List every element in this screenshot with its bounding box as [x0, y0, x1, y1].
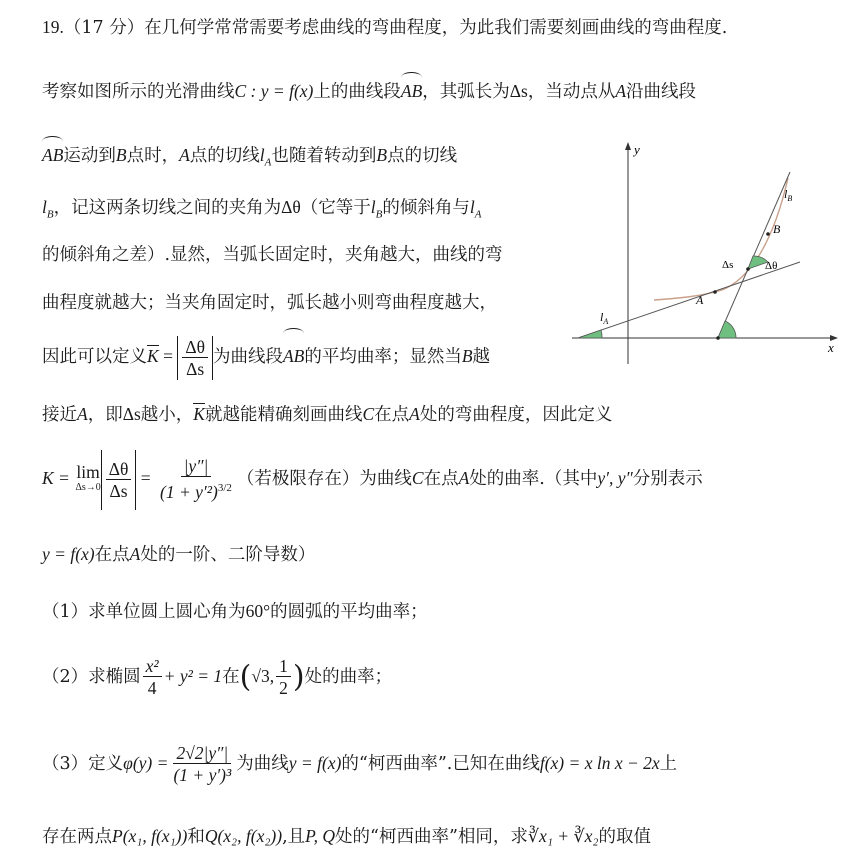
text: 越小， — [140, 405, 194, 425]
x-axis-label: x — [828, 340, 834, 355]
problem-line-6 — [42, 290, 497, 316]
math-Q: Q(x₂, f(x₂)) — [204, 826, 283, 846]
text: 为曲线 — [236, 754, 289, 774]
text: 的“柯西曲率”.已知在曲线 — [341, 754, 540, 774]
text: （它等于 — [300, 198, 371, 218]
problem-line-1 — [42, 14, 839, 41]
question-2: （2）求椭圆 $\frac{\text{x²}}{4}$ + y² = 1在(√3, $\frac{1}{2}$ )处的曲率； — [42, 656, 393, 698]
text: 的圆弧的平均曲率； — [270, 602, 428, 622]
math-l: l — [469, 197, 475, 217]
math-point-x: √3, — [251, 666, 275, 686]
problem-line-5 — [42, 242, 503, 268]
math-num: Δθ — [106, 459, 132, 480]
math-den: Δs — [109, 480, 128, 501]
question-label: （3） — [42, 754, 89, 774]
text: 的取值 — [598, 827, 651, 847]
problem-line-8 — [42, 401, 839, 428]
math-ds: Δs — [509, 81, 528, 101]
math-C: C — [362, 404, 375, 424]
text: ，其弧长为 — [422, 82, 510, 102]
text: 接近 — [42, 405, 77, 425]
text: 在点 — [374, 405, 410, 425]
abs-fraction — [177, 336, 213, 380]
math-den: (1 + y′)³ — [173, 765, 232, 785]
math-curve: f(x) = x ln x − 2x — [539, 753, 660, 773]
text: 运动到 — [63, 146, 116, 166]
math-C: C — [411, 468, 424, 488]
question-label: （1） — [42, 602, 89, 622]
math-ellipse: + y² = 1 — [163, 666, 223, 686]
math-phi: φ(y) = — [123, 753, 169, 773]
math-derivs: y′, y″ — [597, 468, 633, 488]
math-sub: A — [264, 156, 272, 169]
label-A: A — [696, 293, 704, 307]
math-den: 2 — [279, 678, 288, 698]
math-num: Δθ — [182, 337, 208, 358]
point-intersection — [746, 267, 750, 271]
math-l: l — [42, 197, 47, 217]
text: 沿曲线段 — [626, 82, 697, 102]
tangent-lB — [718, 172, 793, 338]
text: 在几何学常常需要考虑曲线的弯曲程度，为此我们需要刻画曲线的弯曲程度. — [144, 18, 728, 38]
math-Kbar: K — [147, 346, 159, 366]
text: 考察如图所示的光滑曲线 — [42, 82, 235, 102]
math-arc: AB — [283, 330, 304, 378]
text: 和 — [187, 827, 205, 847]
math-lim: lim — [76, 461, 100, 482]
question-label: （2） — [42, 667, 89, 687]
math-PQ: P, Q — [305, 826, 335, 846]
math-sub: A — [474, 208, 482, 221]
text: 在 — [222, 667, 240, 687]
curve-C — [654, 178, 788, 300]
math-sub: B — [375, 208, 383, 221]
text: ，即 — [87, 405, 123, 425]
math-P: P(x₁, f(x₁)) — [112, 826, 188, 846]
text: 存在两点 — [42, 827, 112, 847]
math-den: (1 + y′²) — [160, 481, 218, 502]
math-num: 2√2|y″| — [173, 743, 231, 764]
text: 上的曲线段 — [313, 82, 401, 102]
math-arc: AB — [42, 138, 63, 168]
text: ,且 — [282, 827, 306, 847]
math-B: B — [461, 346, 473, 366]
angle-lB-wedge — [718, 321, 736, 338]
text: 的平均曲率；显然当 — [304, 347, 462, 367]
math-l: l — [259, 145, 265, 165]
math-B: B — [115, 145, 127, 165]
math-arc: AB — [401, 74, 422, 104]
text: 处的一阶、二阶导数） — [140, 545, 316, 565]
math-A: A — [129, 544, 141, 564]
label-dtheta: Δθ — [765, 260, 778, 272]
text: 处的弯曲程度，因此定义 — [419, 405, 613, 425]
text: 分别表示 — [632, 469, 703, 489]
math-sub: B — [46, 208, 54, 221]
problem-line-4 — [42, 194, 481, 228]
problem-line-3 — [42, 138, 457, 176]
math-den: Δs — [186, 358, 205, 379]
text: 的倾斜角与 — [382, 198, 470, 218]
y-axis-arrow — [625, 142, 631, 150]
text: ，当动点从 — [527, 82, 616, 102]
math-A: A — [458, 468, 470, 488]
math-A: A — [179, 145, 190, 165]
text: 上 — [659, 754, 678, 774]
text: 就越能精确刻画曲线 — [204, 405, 363, 425]
text: 处的曲率； — [304, 667, 393, 687]
tangent-lA — [578, 262, 800, 338]
math-dtheta: Δθ — [281, 197, 301, 217]
text: 曲程度就越大；当夹角固定时，弧长越小则弯曲程度越大， — [42, 293, 497, 313]
curvature-figure — [572, 138, 842, 370]
label-lB: $l_B$ — [784, 187, 793, 203]
math-angle: 60° — [245, 601, 271, 621]
problem-points: （17 分） — [63, 18, 145, 38]
label-B: B — [773, 222, 781, 236]
problem-line-2 — [42, 74, 839, 105]
problem-line-9: K = lim Δs→0 $\frac{\Delta\theta}{\Delta s}$ = $\frac{|y''|}{(1 + y'^2)^{3/2}}$ （若极限存在）为曲线C在点A处的曲率.（其中y′, y″分别表示 — [42, 448, 839, 510]
question-3 — [42, 735, 839, 792]
math-B: B — [376, 145, 388, 165]
text: 求单位圆上圆心角为 — [88, 602, 246, 622]
text: 求椭圆 — [88, 667, 141, 687]
point-A — [713, 290, 717, 294]
y-axis-label: y — [634, 142, 640, 157]
text: 因此可以定义 — [42, 347, 147, 367]
text: 定义 — [88, 754, 124, 774]
math-A: A — [615, 81, 627, 101]
question-3-continued — [42, 823, 839, 850]
label-lA: $l_A$ — [600, 310, 609, 326]
text: 点的切线 — [387, 146, 458, 166]
math-exp: 3/2 — [217, 482, 232, 495]
math-lim-sub: Δs→0 — [75, 481, 101, 493]
text: 处的“柯西曲率”相同，求 — [335, 827, 528, 847]
problem-line-10 — [42, 541, 839, 568]
text: 的倾斜角之差）.显然，当弧长固定时，夹角越大，曲线的弯 — [42, 245, 503, 265]
text: 在点 — [423, 469, 459, 489]
label-ds: Δs — [722, 259, 734, 271]
text: 为曲线段 — [212, 347, 283, 367]
text: 点时， — [126, 146, 180, 166]
question-1 — [42, 598, 839, 625]
math-den: 4 — [147, 678, 157, 698]
math-expr: ∛x₁ + ∛x₂ — [527, 826, 599, 846]
math-curve: C : y = f(x) — [234, 81, 314, 101]
math-fx: y = f(x) — [42, 544, 95, 564]
math-Kbar: K — [193, 404, 205, 424]
math-ds: Δs — [122, 404, 141, 424]
text: ，记这两条切线之间的夹角为 — [53, 198, 282, 218]
point-B — [766, 232, 770, 236]
math-fx: y = f(x) — [288, 753, 342, 773]
math-A: A — [409, 404, 420, 424]
text: 越 — [472, 347, 491, 367]
math-K: K = — [42, 468, 70, 488]
math-num: x² — [143, 656, 162, 677]
text: 在点 — [94, 545, 130, 565]
math-l: l — [370, 197, 376, 217]
angle-lA-wedge — [578, 330, 602, 338]
text: （若极限存在）为曲线 — [236, 469, 412, 489]
text: 处的曲率.（其中 — [469, 469, 598, 489]
math-num: 1 — [276, 656, 291, 677]
problem-number: 19. — [42, 17, 64, 37]
math-num: |y″| — [181, 456, 212, 477]
problem-line-7: 因此可以定义K = $\frac{\Delta\theta}{\Delta s}$ 为曲线段AB的平均曲率；显然当B越 — [42, 330, 490, 380]
text: 点的切线 — [189, 146, 260, 166]
math-A: A — [77, 404, 88, 424]
text: 也随着转动到 — [271, 146, 377, 166]
point-x-intercept — [716, 336, 720, 340]
